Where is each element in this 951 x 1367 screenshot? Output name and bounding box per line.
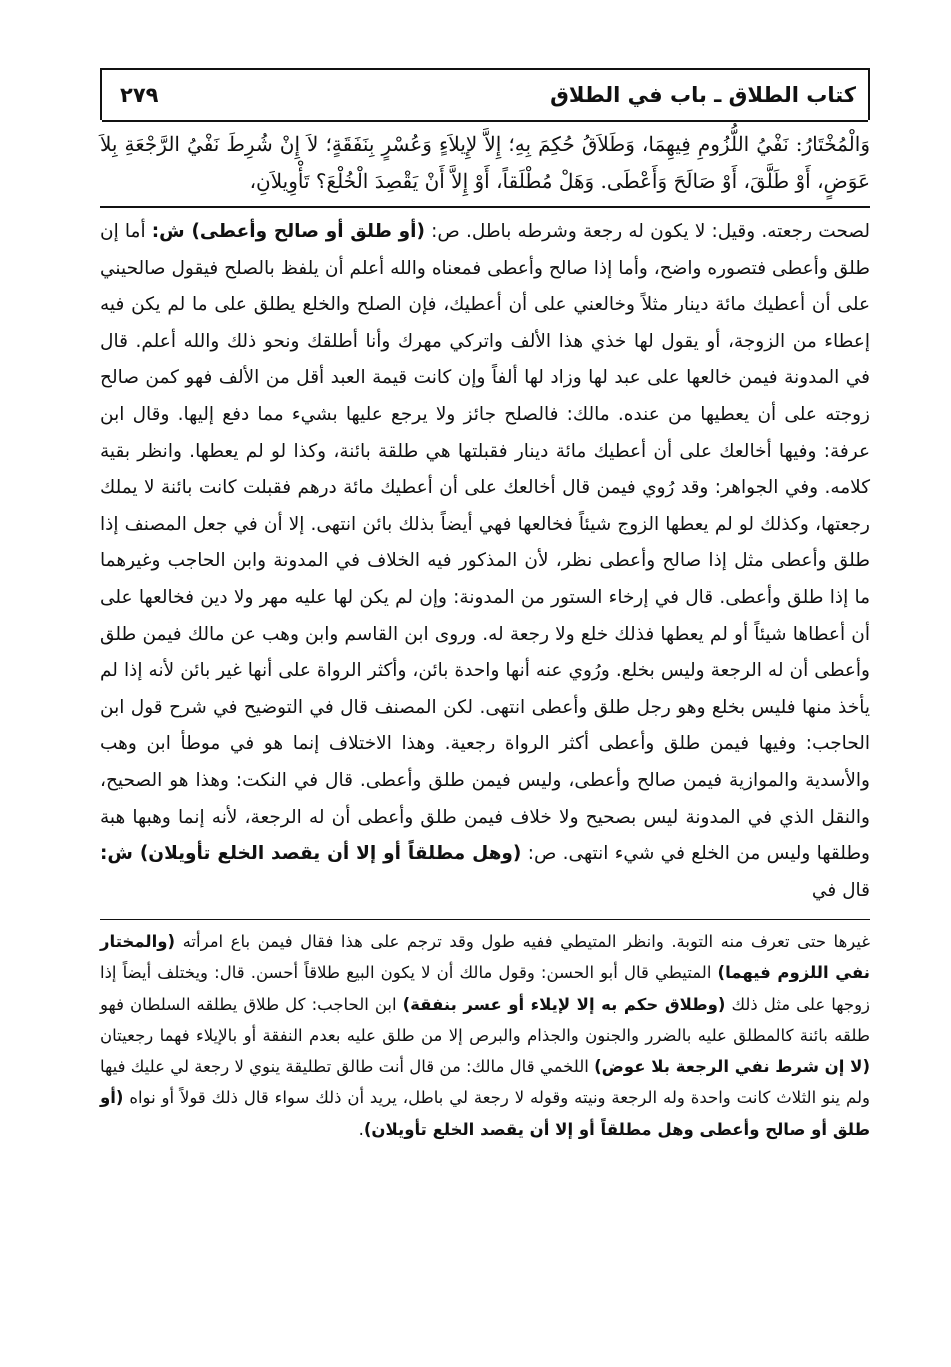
commentary-quote: (وهل مطلقاً أو إلا أن يقصد الخلع تأويلان) ش: — [100, 843, 522, 865]
notes-paragraph — [100, 926, 870, 1144]
commentary-text: لصحت رجعته. وقيل: لا يكون له رجعة وشرطه باطل. ص: — [424, 221, 870, 242]
notes-text: . — [358, 1119, 364, 1139]
page — [100, 68, 870, 1145]
commentary-block — [100, 214, 870, 909]
commentary-text: أما إن طلق وأعطى فتصوره واضح، وأما إذا صالح وأعطى فمعناه والله أعلم أن يلفظ بالصلح فيقول صالحيني على أن أعطيك مائة دينار مثلاً وخالعني على أن أعطيك، فإن الصلح والخلع يطلق على ما لم يكن فيه إعطاء من الزوجة، أو يقول لها خذي هذا الألف واتركي مهرك وأنا أطلقك ونحو ذلك والله أعلم. قال في المدونة فيمن خالعها على عبد لها وزاد لها ألفاً وإن كانت قيمة العبد أقل من الألف فهو كمن صالح زوجته على أن يعطيها من عنده. مالك: فالصلح جائز ولا يرجع عليها بشيء مما دفع إليها. وقال ابن عرفة: وفيها أخالعك على أن أعطيك مائة دينار فقبلتها هي طلقة بائنة، وكذا لو لم يعطها. وانظر بقية كلامه. وفي الجواهر: وقد رُوي فيمن قال أخالعك على أن أعطيك مائة درهم فقبلت كانت بائنة لا يملك رجعتها، وكذلك لو لم يعطها الزوج شيئاً فخالعها فهي أيضاً بذلك بائن انتهى. إلا أن في جعل المصنف إذا طلق وأعطى مثل إذا صالح وأعطى نظر، لأن المذكور فيه الخلاف في المدونة وابن الحاجب وغيرهما ما إذا طلق وأعطى. قال في إرخاء الستور من المدونة: وإن لم يكن لها عليه مهر ولا دين فخالعها على أن أعطاها شيئاً أو لم يعطها فذلك خلع ولا رجعة له. وروى ابن القاسم وابن وهب عن مالك فيمن طلق وأعطى أن له الرجعة وليس بخلع. ورُوي عنه أنها واحدة بائن، وأكثر الرواة على أنها غير بائن لأنه إذا لم يأخذ منها فليس بخلع وهو رجل طلق وأعطى انتهى. لكن المصنف قال في التوضيح في شرح قول ابن الحاجب: وفيها فيمن طلق وأعطى أكثر الرواة رجعية. وهذا الاختلاف إنما هو في موطأ ابن وهب والأسدية والموازية فيمن صالح وأعطى، وليس فيمن طلق وأعطى. قال في النكت: وهذا هو الصحيح، والنقل الذي في المدونة ليس بصحيح ولا خلاف فيمن طلق وأعطى أن له الرجعة، لأنه إنما وهبها هبة وطلقها وليس من الخلع في شيء انتهى. ص: — [100, 221, 870, 865]
commentary-text: قال في — [811, 879, 870, 901]
notes-quote: (لا إن شرط نفي الرجعة بلا عوض) — [594, 1057, 870, 1077]
page-header — [100, 68, 870, 120]
notes-text: المتيطي قال أبو الحسن: وقول مالك أن لا يكون البيع طلاقاً أحسن. قال: ويختلف أيضاً إذا زوجها على مثل ذلك — [100, 963, 871, 1014]
page-number: ٢٧٩ — [120, 83, 159, 107]
commentary-paragraph — [100, 214, 870, 909]
matn-paragraph: وَالْمُخْتَارُ: نَفْيُ اللُّزُومِ فِيهِمَا، وَطَلاَقُ حُكِمَ بِهِ؛ إِلاَّ لإِيلاَءٍ وَعُسْرٍ بِنَفَقَةٍ؛ لاَ إِنْ شُرِطَ نَفْيُ الرَّجْعَةِ بِلاَ عَوَضٍ، أَوْ طَلَّقَ، أَوْ صَالَحَ وَأَعْطَى. وَهَلْ مُطْلَقاً، أَوْ إِلاَّ أَنْ يَقْصِدَ الْخُلْعَ؟ تَأْوِيلاَنِ، — [100, 132, 870, 193]
running-title: كتاب الطلاق ـ باب في الطلاق — [550, 83, 856, 107]
notes-text: اللخمي قال مالك: من قال أنت طالق تطليقة ينوي لا رجعة لي عليك فيها ولم ينو الثلاث كانت واحدة وله الرجعة ونيته وقوله لا رجعة لي باطل، يريد أن ذلك سواء قال ذلك قولاً أو نواه — [100, 1057, 870, 1108]
notes-quote: (وطلاق حكم به إلا لإيلاء أو عسر بنفقة) — [402, 994, 726, 1014]
notes-text: غيرها حتى تعرف منه التوبة. وانظر المتيطي ففيه طول وقد ترجم على هذا فقال فيمن باع امرأته — [175, 932, 870, 952]
matn-text-block — [100, 126, 870, 200]
matn-divider — [100, 206, 870, 208]
header-rule — [102, 120, 868, 122]
notes-quote: (والمختار نفي اللزوم فيهما) — [100, 932, 870, 983]
notes-quote: (أو طلق أو صالح وأعطى وهل مطلقاً أو إلا أن يقصد الخلع تأويلان) — [100, 1088, 870, 1139]
footnote-divider — [100, 919, 870, 920]
commentary-quote: (أو طلق أو صالح وأعطى) ش: — [151, 221, 425, 242]
notes-text: ابن الحاجب: كل طلاق يطلقه السلطان فهو طلقه بائنة كالمطلق عليه بالضرر والجنون والجذام والبرص إلا من طلق عليه بعدم النفقة أو بالإيلاء فهما رجعيتان — [100, 994, 870, 1045]
notes-block — [100, 926, 870, 1144]
